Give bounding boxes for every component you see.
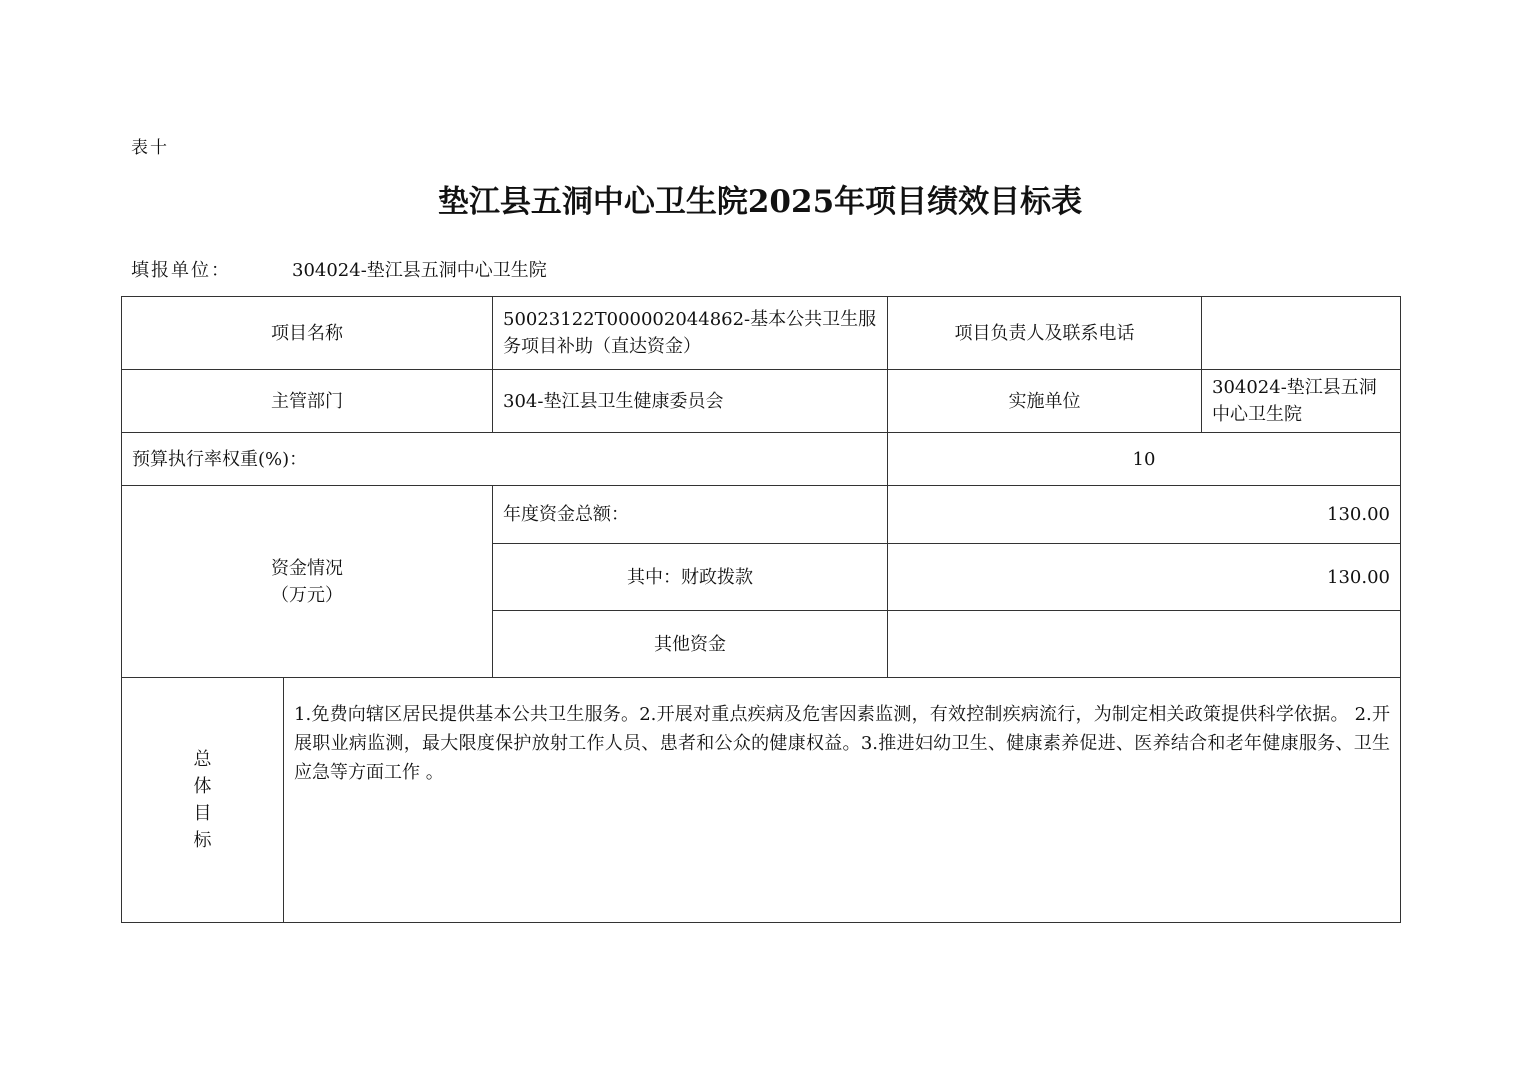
table-number: 表十 — [131, 138, 169, 158]
dept-label: 主管部门 — [122, 370, 493, 433]
impl-value: 304024-垫江县五洞中心卫生院 — [1202, 370, 1401, 433]
other-label: 其他资金 — [493, 611, 888, 678]
annual-total-value: 130.00 — [888, 486, 1401, 544]
table-row — [122, 433, 1401, 486]
contact-label: 项目负责人及联系电话 — [888, 297, 1202, 370]
fiscal-value: 130.00 — [888, 544, 1401, 611]
dept-value: 304-垫江县卫生健康委员会 — [493, 370, 888, 433]
page-title: 垫江县五洞中心卫生院2025年项目绩效目标表 — [437, 184, 1083, 220]
target-label-char: 体 — [193, 776, 212, 797]
overall-target-text: 1.免费向辖区居民提供基本公共卫生服务。2.开展对重点疾病及危害因素监测，有效控制疾病流行，为制定相关政策提供科学依据。 2.开展职业病监测，最大限度保护放射工作人员、患者和公众的健康权益。3.推进妇幼卫生、健康素养促进、医养结合和老年健康服务、卫生应急等方面工作 。 — [284, 678, 1401, 923]
overall-target-label — [122, 678, 284, 923]
funds-unit: （万元） — [271, 584, 343, 606]
annual-total-label: 年度资金总额： — [493, 486, 888, 544]
table-row — [122, 486, 1401, 544]
target-label-char: 总 — [193, 749, 212, 770]
funds-cell — [122, 486, 493, 678]
fiscal-label: 其中：财政拨款 — [493, 544, 888, 611]
table-row — [122, 297, 1401, 370]
impl-label: 实施单位 — [888, 370, 1202, 433]
budget-rate-value: 10 — [888, 433, 1401, 486]
project-name-value: 50023122T000002044862-基本公共卫生服务项目补助（直达资金） — [493, 297, 888, 370]
funds-label: 资金情况 — [271, 557, 343, 579]
target-label-char: 目 — [193, 803, 212, 824]
filler-value: 304024-垫江县五洞中心卫生院 — [292, 260, 547, 281]
contact-value — [1202, 297, 1401, 370]
other-value — [888, 611, 1401, 678]
table-row — [122, 678, 1401, 923]
performance-target-table — [121, 296, 1401, 923]
table-row — [122, 370, 1401, 433]
project-name-label: 项目名称 — [122, 297, 493, 370]
budget-rate-label: 预算执行率权重(%)： — [122, 433, 888, 486]
target-label-char: 标 — [193, 830, 212, 851]
filler-label: 填报单位： — [131, 260, 231, 281]
